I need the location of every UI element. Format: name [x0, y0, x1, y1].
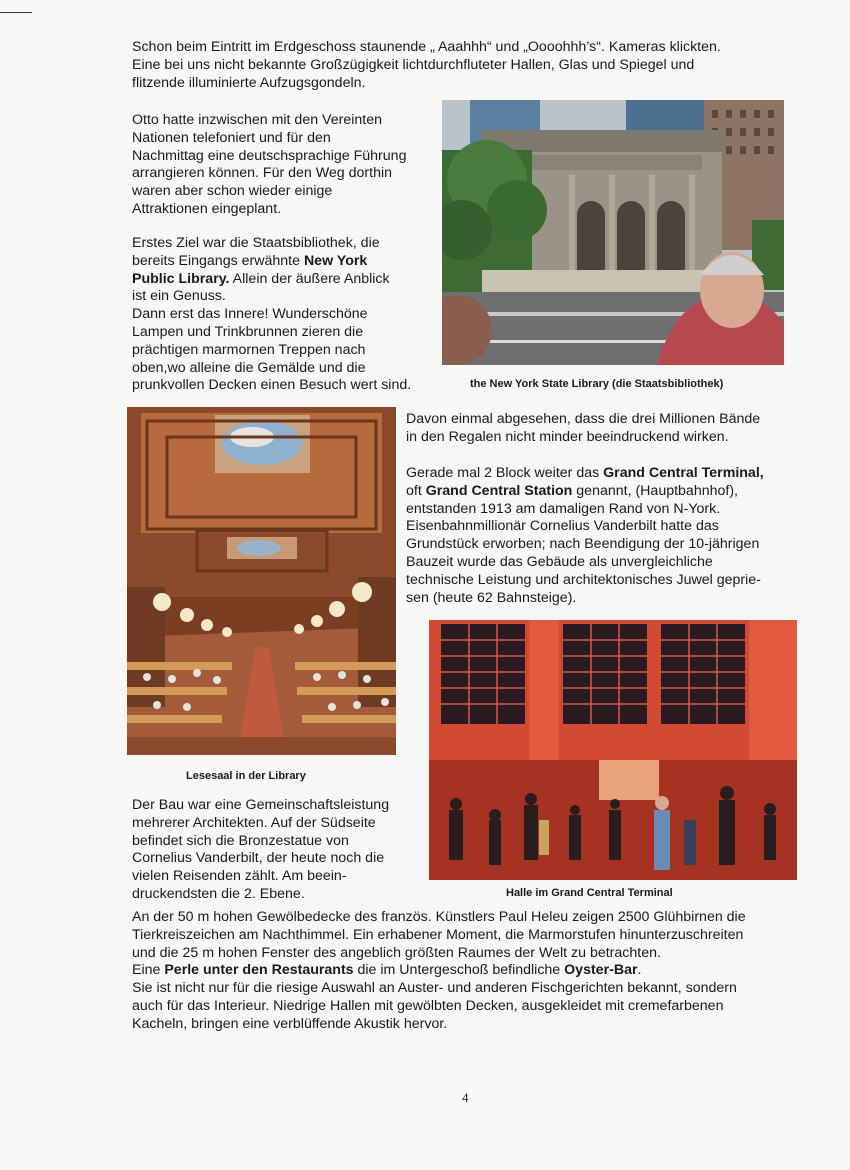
vanderbilt-line: vielen Reisenden zählt. Am beein- [132, 868, 347, 885]
ceiling-line: Tierkreiszeichen am Nachthimmel. Ein erhabener Moment, die Marmorstufen hinunterzuschreiten [132, 926, 744, 943]
vanderbilt-line: Cornelius Vanderbilt, der heute noch die [132, 850, 385, 867]
ceiling-line: Sie ist nicht nur für die riesige Auswahl an Auster- und anderen Fischgerichten bekannt, sondern [132, 980, 737, 997]
vanderbilt-paragraph [132, 797, 422, 904]
books-paragraph [406, 411, 826, 447]
intro-line: Schon beim Eintritt im Erdgeschoss staunende „ Aaahhh“ und „Oooohhh’s“. Kameras klickten. [132, 39, 721, 55]
ceiling-line [132, 962, 832, 980]
reading-room-photo [127, 407, 396, 755]
library-line: ist ein Genuss. [132, 288, 226, 305]
library-name-bold: Public Library. [132, 270, 230, 287]
terminal-line: Grundstück erworben; nach Beendigung der 10-jährigen [406, 536, 760, 553]
otto-line: Attraktionen eingeplant. [132, 200, 282, 217]
books-line: in den Regalen nicht minder beeindruckend wirken. [406, 428, 729, 445]
terminal-line: Bauzeit wurde das Gebäude als unvergleichliche [406, 553, 713, 570]
terminal-line [406, 465, 826, 483]
terminal-hall-caption: Halle im Grand Central Terminal [506, 887, 673, 899]
terminal-line: Eisenbahnmillionär Cornelius Vanderbilt hatte das [406, 518, 719, 535]
vanderbilt-line: befindet sich die Bronzestatue von [132, 832, 349, 849]
vanderbilt-line: mehrerer Architekten. Auf der Südseite [132, 814, 376, 831]
library-text: Allein der äußere Anblick [229, 270, 390, 287]
library-line: Lampen und Trinkbrunnen zieren die [132, 323, 364, 340]
intro-line: flitzende illuminierte Aufzugsgondeln. [132, 74, 366, 91]
ceiling-line: und die 25 m hohen Fenster des angeblich größten Raumes der Welt zu betrachten. [132, 944, 661, 961]
terminal-line: entstanden 1913 am damaligen Rand von N-York. [406, 500, 721, 517]
otto-line: waren aber schon wieder einige [132, 183, 333, 200]
library-line: prunkvollen Decken einen Besuch wert sind. [132, 377, 412, 394]
otto-paragraph [132, 112, 437, 219]
library-exterior-caption: the New York State Library (die Staatsbibliothek) [470, 378, 724, 390]
ceiling-line: An der 50 m hohen Gewölbedecke des französ. Künstlers Paul Heleu zeigen 2500 Glühbirnen die [132, 909, 746, 925]
terminal-text: oft [406, 482, 426, 499]
restaurant-bold: Perle unter den Restaurants [164, 962, 354, 979]
terminal-text: genannt, (Hauptbahnhof), [572, 482, 738, 499]
library-line: Erstes Ziel war die Staatsbibliothek, die [132, 235, 380, 251]
otto-line: Nationen telefoniert und für den [132, 129, 331, 146]
terminal-name-bold: Grand Central Station [425, 482, 573, 499]
library-paragraph [132, 235, 442, 395]
vanderbilt-line: Der Bau war eine Gemeinschaftsleistung [132, 797, 390, 813]
terminal-name-bold: Grand Central Terminal, [603, 465, 764, 481]
corner-mark [0, 12, 32, 13]
library-line [132, 271, 442, 289]
library-line: oben,wo alleine die Gemälde und die [132, 359, 366, 376]
library-text: bereits Eingangs erwähnte [132, 252, 304, 269]
otto-line: Nachmittag eine deutschsprachige Führung [132, 147, 407, 164]
otto-line: arrangieren können. Für den Weg dorthin [132, 165, 393, 182]
terminal-paragraph [406, 465, 826, 607]
ceiling-paragraph [132, 909, 832, 1034]
intro-line: Eine bei uns nicht bekannte Großzügigkeit lichtdurchfluteter Hallen, Glas und Spiegel und [132, 56, 695, 73]
intro-paragraph [132, 39, 822, 92]
reading-room-caption: Lesesaal in der Library [186, 770, 306, 782]
ceiling-line: Kacheln, bringen eine verblüffende Akustik hervor. [132, 1015, 448, 1032]
library-name-bold: New York [303, 252, 368, 269]
ceiling-text: Eine [132, 962, 165, 979]
terminal-hall-photo [429, 620, 797, 880]
ceiling-text: . [637, 962, 642, 979]
terminal-line: sen (heute 62 Bahnsteige). [406, 589, 577, 606]
oyster-bar-bold: Oyster-Bar [564, 962, 638, 979]
vanderbilt-line: druckendsten die 2. Ebene. [132, 885, 305, 902]
books-line: Davon einmal abgesehen, dass die drei Millionen Bände [406, 411, 761, 427]
otto-line: Otto hatte inzwischen mit den Vereinten [132, 112, 382, 128]
ceiling-text: die im Untergeschoß befindliche [353, 962, 565, 979]
terminal-line [406, 483, 826, 501]
library-line [132, 253, 442, 271]
terminal-line: technische Leistung und architektonisches Juwel geprie- [406, 571, 761, 588]
ceiling-line: auch für das Interieur. Niedrige Hallen mit gewölbten Decken, ausgekleidet mit cremefarbenen [132, 997, 724, 1014]
terminal-text: Gerade mal 2 Block weiter das [406, 465, 604, 481]
library-line: prächtigen marmornen Treppen nach [132, 341, 366, 358]
page-number: 4 [462, 1090, 469, 1105]
library-exterior-photo [442, 100, 784, 365]
library-line: Dann erst das Innere! Wunderschöne [132, 306, 368, 323]
